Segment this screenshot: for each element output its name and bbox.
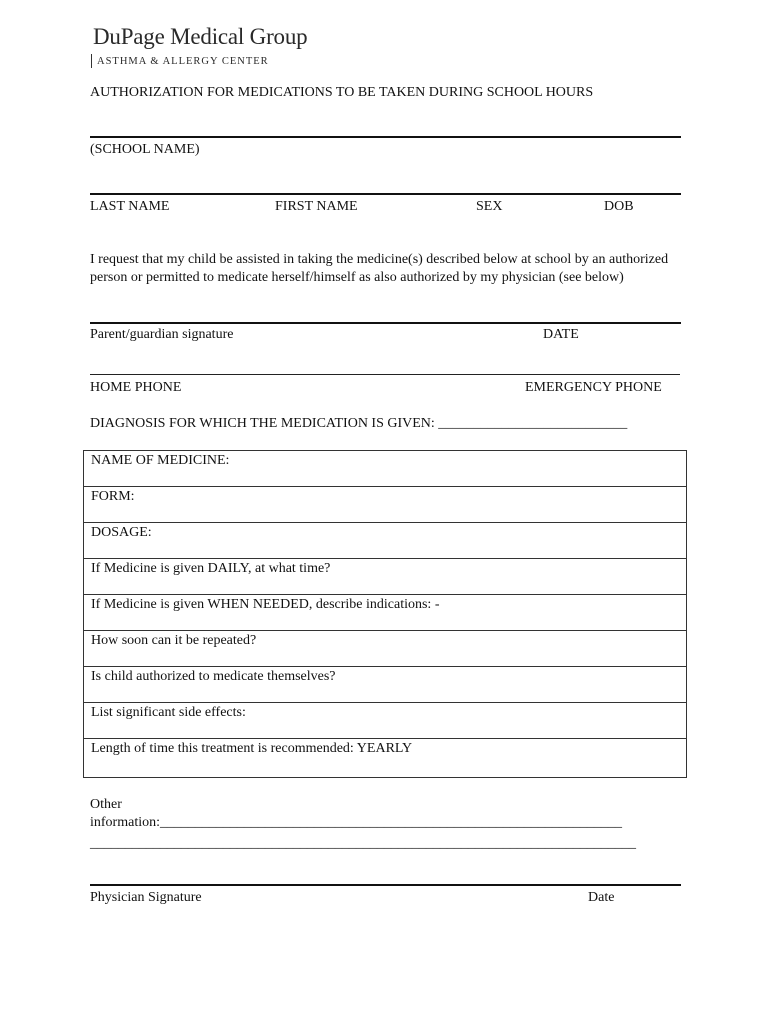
school-name-line [90,136,681,138]
physician-date-label: Date [588,890,615,905]
dob-label: DOB [604,199,634,214]
information-line: information:__________________________________________________________________ [90,815,622,830]
phone-line [90,374,680,375]
table-row [84,595,686,631]
self-medicate-label: Is child authorized to medicate themselves? [91,669,336,684]
table-row [84,523,686,559]
side-effects-label: List significant side effects: [91,705,246,720]
school-name-label: (SCHOOL NAME) [90,142,200,157]
last-name-label: LAST NAME [90,199,170,214]
table-row [84,559,686,595]
home-phone-label: HOME PHONE [90,380,182,395]
logo-divider [91,54,92,68]
emergency-phone-label: EMERGENCY PHONE [525,380,662,395]
sex-label: SEX [476,199,503,214]
table-row [84,703,686,739]
information-second-line: ______________________________________________________________________________ [90,836,636,851]
other-label: Other [90,797,122,812]
daily-time-label: If Medicine is given DAILY, at what time? [91,561,331,576]
request-paragraph: I request that my child be assisted in taking the medicine(s) described below at school by an authorized person or permitted to medicate herself/himself as also authorized by my physician (see below) [90,252,669,285]
medication-table [83,450,687,778]
parent-signature-label: Parent/guardian signature [90,327,234,342]
table-row [84,451,686,487]
treatment-length-label: Length of time this treatment is recommended: YEARLY [91,741,413,756]
organization-logo-title: DuPage Medical Group [93,24,308,49]
physician-signature-label: Physician Signature [90,890,202,905]
repeat-label: How soon can it be repeated? [91,633,257,648]
table-row [84,739,686,777]
department-name: ASTHMA & ALLERGY CENTER [97,56,269,67]
parent-date-label: DATE [543,327,579,342]
student-info-line [90,193,681,195]
medicine-name-label: NAME OF MEDICINE: [91,453,230,468]
form-title: AUTHORIZATION FOR MEDICATIONS TO BE TAKEN DURING SCHOOL HOURS [90,85,594,100]
form-label: FORM: [91,489,135,504]
dosage-label: DOSAGE: [91,525,152,540]
table-row [84,667,686,703]
diagnosis-label: DIAGNOSIS FOR WHICH THE MEDICATION IS GIVEN: ___________________________ [90,416,628,431]
physician-signature-line [90,884,681,886]
parent-signature-line [90,322,681,324]
table-row [84,631,686,667]
when-needed-label: If Medicine is given WHEN NEEDED, describe indications: - [91,597,440,612]
first-name-label: FIRST NAME [275,199,358,214]
table-row [84,487,686,523]
